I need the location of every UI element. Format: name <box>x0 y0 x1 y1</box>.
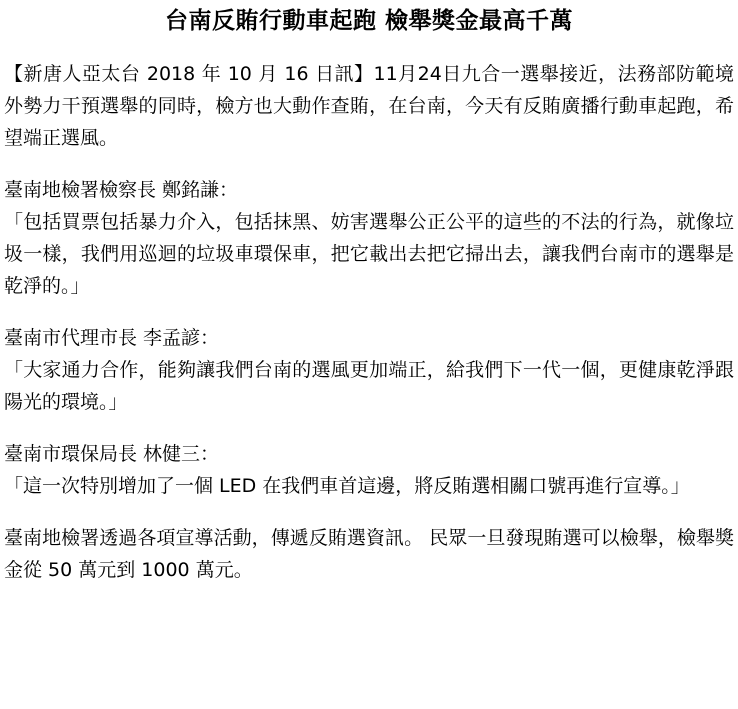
quote-2: 「大家通力合作，能夠讓我們台南的選風更加端正，給我們下一代一個，更健康乾淨跟陽光的環境。」 <box>4 359 734 413</box>
speaker-2-label: 臺南市代理市長 李孟諺： <box>4 327 220 349</box>
speaker-1-label: 臺南地檢署檢察長 鄭銘謙： <box>4 179 239 201</box>
quote-3: 「這一次特別增加了一個 LED 在我們車首這邊，將反賄選相關口號再進行宣導。」 <box>4 475 690 497</box>
quote-1: 「包括買票包括暴力介入，包括抹黑、妨害選舉公正公平的這些的不法的行為，就像垃圾一樣，我們用巡迴的垃圾車環保車，把它載出去把它掃出去，讓我們台南市的選舉是乾淨的。」 <box>4 211 734 297</box>
article-title: 台南反賄行動車起跑 檢舉獎金最高千萬 <box>164 8 573 34</box>
lead-paragraph: 【新唐人亞太台 2018 年 10 月 16 日訊】11月24日九合一選舉接近，法務部防範境外勢力干預選舉的同時，檢方也大動作查賄，在台南，今天有反賄廣播行動車起跑，希望端正選風。 <box>4 63 734 149</box>
speaker-3-label: 臺南市環保局長 林健三： <box>4 443 220 465</box>
closing-paragraph: 臺南地檢署透過各項宣導活動，傳遞反賄選資訊。 民眾一旦發現賄選可以檢舉，檢舉獎金從 50 萬元到 1000 萬元。 <box>4 527 734 581</box>
